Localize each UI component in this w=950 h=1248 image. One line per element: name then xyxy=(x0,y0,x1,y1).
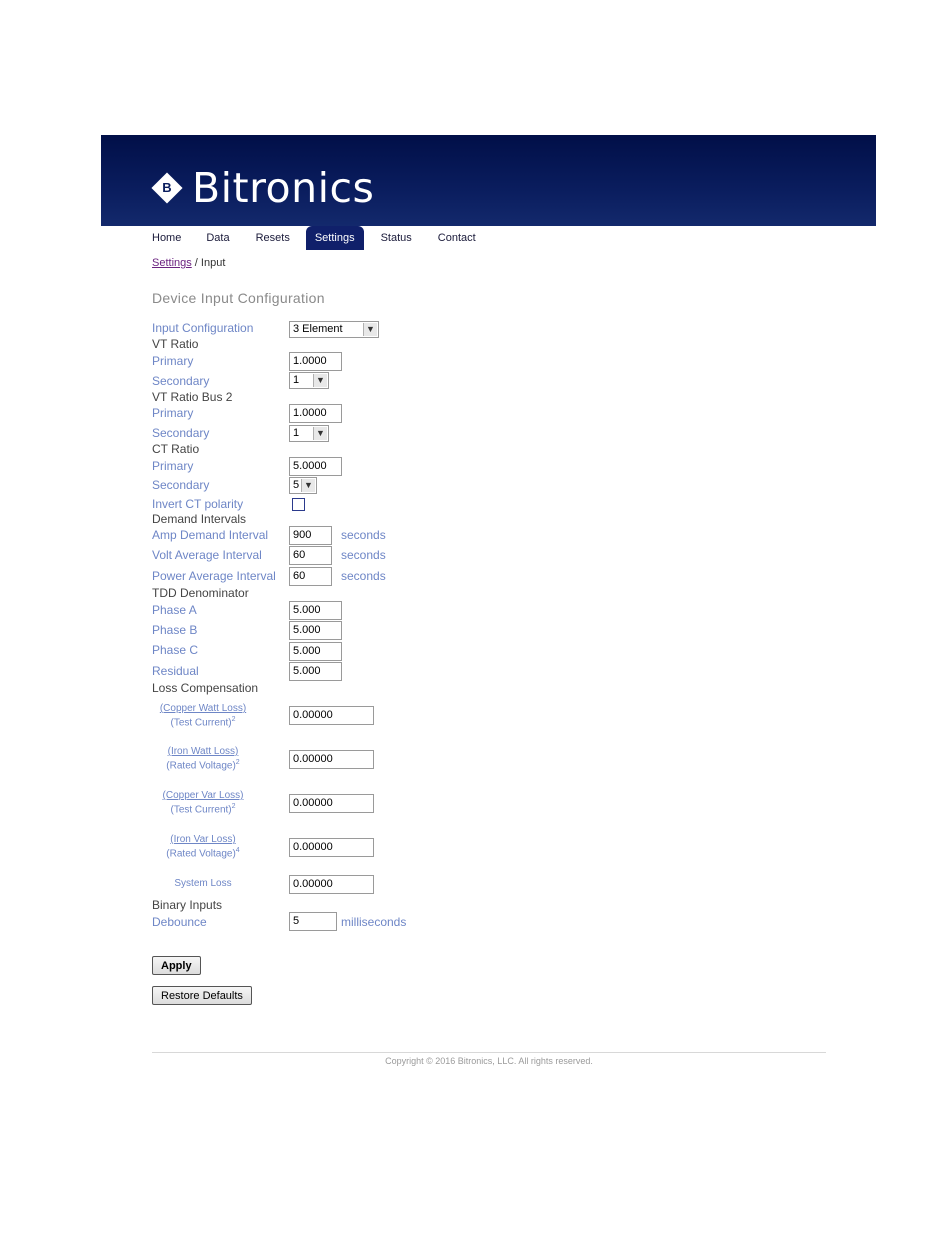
vt-secondary-select[interactable] xyxy=(289,372,329,389)
vt2-ratio-heading: VT Ratio Bus 2 xyxy=(152,390,233,404)
copper-var-loss-numerator: (Copper Var Loss) xyxy=(162,790,244,801)
vt-secondary-value: 1 xyxy=(293,374,300,386)
logo-text: Bitronics xyxy=(192,164,375,212)
copper-watt-den-text: (Test Current) xyxy=(170,717,232,729)
nav-status[interactable]: Status xyxy=(380,232,412,244)
tdd-heading: TDD Denominator xyxy=(152,586,249,600)
copper-watt-loss-numerator: (Copper Watt Loss) xyxy=(159,703,247,714)
iron-watt-loss-numerator: (Iron Watt Loss) xyxy=(167,746,239,757)
vt-primary-input[interactable]: 1.0000 xyxy=(289,352,342,371)
nav-data[interactable]: Data xyxy=(206,232,230,244)
main-nav xyxy=(142,226,476,250)
chevron-down-icon: ▼ xyxy=(313,427,327,440)
demand-intervals-heading: Demand Intervals xyxy=(152,512,247,526)
copper-var-den-text: (Test Current) xyxy=(170,804,232,816)
footer-divider xyxy=(152,1052,826,1053)
power-average-label: Power Average Interval xyxy=(152,569,276,583)
ct-ratio-heading: CT Ratio xyxy=(152,442,200,456)
copper-watt-loss-label xyxy=(152,703,254,728)
invert-ct-checkbox[interactable] xyxy=(292,498,305,511)
nav-home[interactable]: Home xyxy=(152,232,182,244)
power-average-unit: seconds xyxy=(341,569,386,583)
iron-watt-loss-label xyxy=(152,746,254,771)
vt2-primary-input[interactable]: 1.0000 xyxy=(289,404,342,423)
loss-compensation-heading: Loss Compensation xyxy=(152,681,259,695)
apply-button[interactable]: Apply xyxy=(152,956,201,975)
ct-primary-input[interactable]: 5.0000 xyxy=(289,457,342,476)
input-config-value: 3 Element xyxy=(293,323,343,335)
copper-var-exponent: 2 xyxy=(231,803,236,810)
copper-watt-loss-input[interactable]: 0.00000 xyxy=(289,706,374,725)
breadcrumb-settings-link[interactable]: Settings xyxy=(152,257,192,269)
iron-watt-den-text: (Rated Voltage) xyxy=(166,760,236,772)
chevron-down-icon: ▼ xyxy=(301,479,315,492)
system-loss-input[interactable]: 0.00000 xyxy=(289,875,374,894)
input-config-select[interactable] xyxy=(289,321,379,338)
copper-var-loss-input[interactable]: 0.00000 xyxy=(289,794,374,813)
nav-settings[interactable]: Settings xyxy=(306,226,364,250)
copper-var-loss-denominator xyxy=(152,803,254,815)
restore-defaults-button[interactable]: Restore Defaults xyxy=(152,986,252,1005)
vt-ratio-heading: VT Ratio xyxy=(152,337,199,351)
ct-secondary-value: 5 xyxy=(293,479,300,491)
phase-a-label: Phase A xyxy=(152,603,197,617)
iron-var-loss-label xyxy=(152,834,254,859)
amp-demand-input[interactable]: 900 xyxy=(289,526,332,545)
iron-watt-loss-input[interactable]: 0.00000 xyxy=(289,750,374,769)
vt2-secondary-label: Secondary xyxy=(152,426,210,440)
vt2-primary-label: Primary xyxy=(152,406,194,420)
iron-var-loss-input[interactable]: 0.00000 xyxy=(289,838,374,857)
binary-inputs-heading: Binary Inputs xyxy=(152,898,223,912)
iron-var-exponent: 4 xyxy=(235,847,240,854)
debounce-unit: milliseconds xyxy=(341,915,407,929)
volt-average-input[interactable]: 60 xyxy=(289,546,332,565)
ct-secondary-select[interactable] xyxy=(289,477,317,494)
breadcrumb xyxy=(152,257,225,269)
footer-copyright: Copyright © 2016 Bitronics, LLC. All rights reserved. xyxy=(385,1056,593,1066)
page-title: Device Input Configuration xyxy=(152,290,325,306)
debounce-input[interactable]: 5 xyxy=(289,912,337,931)
chevron-down-icon: ▼ xyxy=(363,323,377,336)
copper-watt-exponent: 2 xyxy=(231,716,236,723)
volt-average-unit: seconds xyxy=(341,548,386,562)
residual-label: Residual xyxy=(152,664,199,678)
logo-mark-letter: B xyxy=(162,180,172,195)
copper-watt-loss-denominator xyxy=(152,716,254,728)
amp-demand-label: Amp Demand Interval xyxy=(152,528,269,542)
system-loss-label xyxy=(152,878,254,889)
debounce-label: Debounce xyxy=(152,915,207,929)
iron-var-loss-denominator xyxy=(152,847,254,859)
power-average-input[interactable]: 60 xyxy=(289,567,332,586)
breadcrumb-separator: / xyxy=(191,257,201,269)
invert-ct-label: Invert CT polarity xyxy=(152,497,244,511)
phase-c-input[interactable]: 5.000 xyxy=(289,642,342,661)
chevron-down-icon: ▼ xyxy=(313,374,327,387)
logo-diamond-icon xyxy=(151,172,182,203)
vt-primary-label: Primary xyxy=(152,354,194,368)
nav-resets[interactable]: Resets xyxy=(255,232,290,244)
breadcrumb-current: Input xyxy=(200,257,226,269)
residual-input[interactable]: 5.000 xyxy=(289,662,342,681)
phase-b-input[interactable]: 5.000 xyxy=(289,621,342,640)
vt-secondary-label: Secondary xyxy=(152,374,210,388)
nav-contact[interactable]: Contact xyxy=(437,232,476,244)
ct-primary-label: Primary xyxy=(152,459,194,473)
phase-b-label: Phase B xyxy=(152,623,198,637)
vt2-secondary-value: 1 xyxy=(293,427,300,439)
copper-var-loss-label xyxy=(152,790,254,815)
phase-c-label: Phase C xyxy=(152,643,199,657)
iron-watt-loss-denominator xyxy=(152,759,254,771)
input-config-label: Input Configuration xyxy=(152,321,254,335)
vt2-secondary-select[interactable] xyxy=(289,425,329,442)
amp-demand-unit: seconds xyxy=(341,528,386,542)
iron-var-loss-numerator: (Iron Var Loss) xyxy=(170,834,236,845)
phase-a-input[interactable]: 5.000 xyxy=(289,601,342,620)
ct-secondary-label: Secondary xyxy=(152,478,210,492)
volt-average-label: Volt Average Interval xyxy=(152,548,262,562)
bitronics-logo xyxy=(152,160,374,216)
system-loss-text: System Loss xyxy=(174,878,232,889)
iron-watt-exponent: 2 xyxy=(235,759,240,766)
iron-var-den-text: (Rated Voltage) xyxy=(166,848,236,860)
